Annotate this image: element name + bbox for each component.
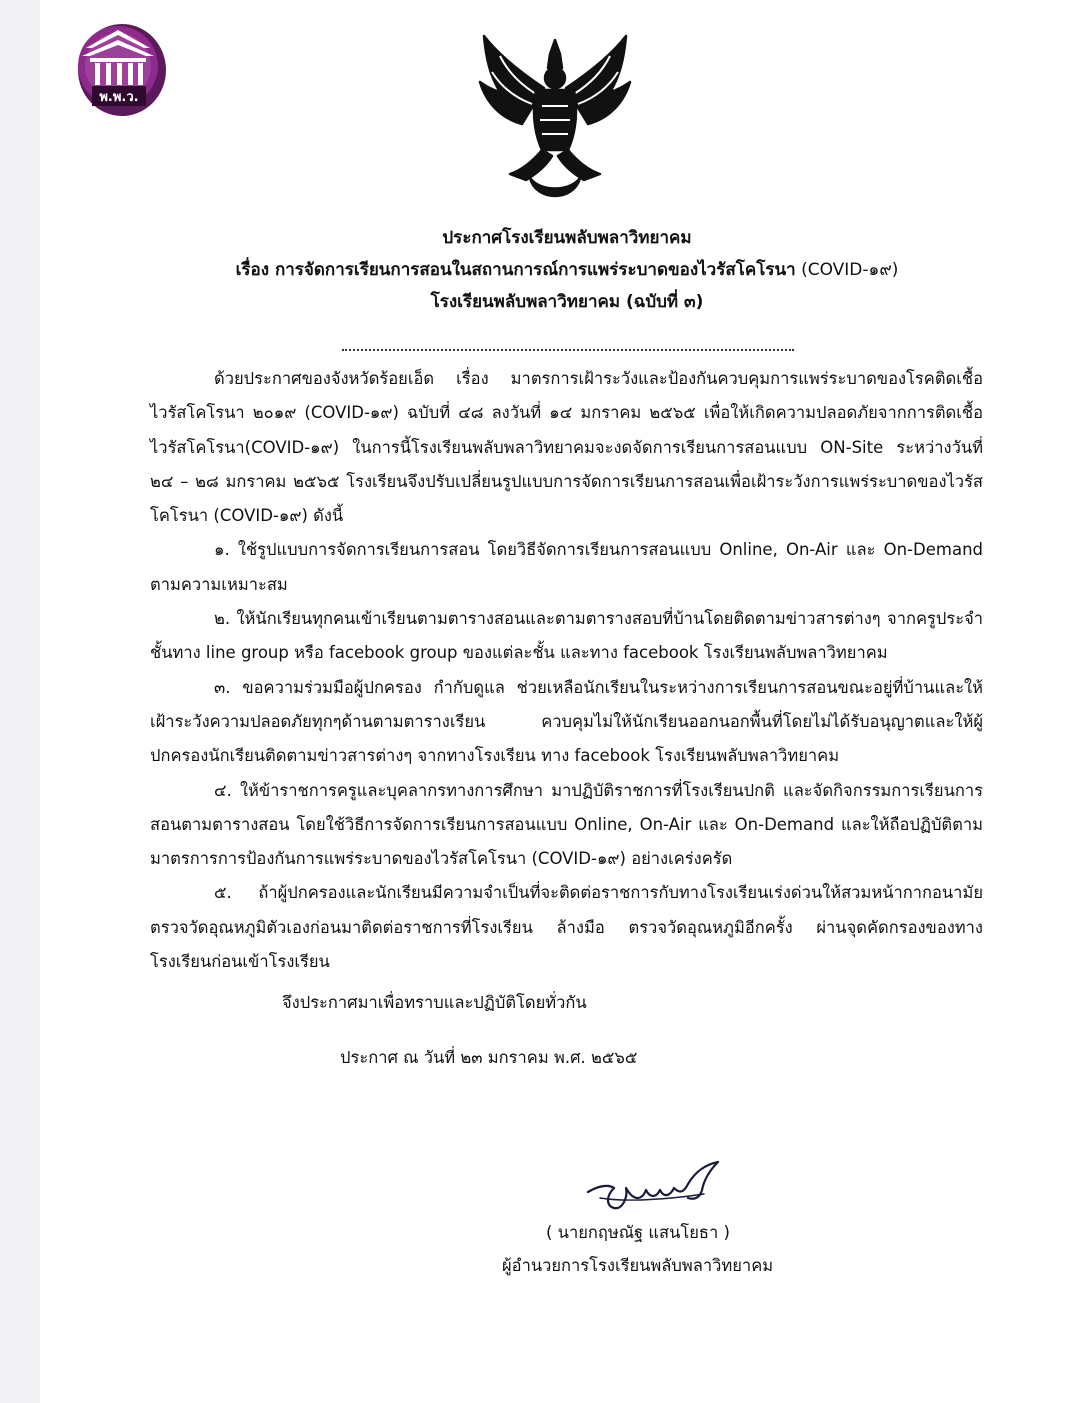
handwritten-signature-icon — [584, 1158, 734, 1220]
announcement-subject-main: เรื่อง การจัดการเรียนการสอนในสถานการณ์การแพร่ระบาดของไวรัสโคโรนา — [235, 260, 796, 280]
announcement-body — [150, 362, 983, 979]
garuda-emblem-icon — [470, 32, 640, 204]
announcement-header — [150, 222, 984, 318]
announcement-subject — [150, 254, 984, 286]
school-emblem-text: พ.พ.ว. — [99, 90, 139, 105]
intro-paragraph: ด้วยประกาศของจังหวัดร้อยเอ็ด เรื่อง มาตรการเฝ้าระวังและป้องกันควบคุมการแพร่ระบาดของโรคติดเชื้อไวรัสโคโรนา ๒๐๑๙ (COVID-๑๙) ฉบับที่ ๔๘ ลงวันที่ ๑๔ มกราคม ๒๕๖๕ เพื่อให้เกิดความปลอดภัยจากการติดเชื้อไวรัสโคโรนา(COVID-๑๙) ในการนี้โรงเรียนพลับพลาวิทยาคมจะงดจัดการเรียนการสอนแบบ ON-Site ระหว่างวันที่ ๒๔ – ๒๘ มกราคม ๒๕๖๕ โรงเรียนจึงปรับเปลี่ยนรูปแบบการจัดการเรียนการสอนเพื่อเฝ้าระวังการแพร่ระบาดของไวรัสโคโรนา (COVID-๑๙) ดังนี้ — [150, 369, 983, 526]
list-item-5: ๕. ถ้าผู้ปกครองและนักเรียนมีความจำเป็นที่จะติดต่อราชการกับทางโรงเรียนเร่งด่วนให้สวมหน้ากากอนามัย ตรวจวัดอุณหภูมิตัวเองก่อนมาติดต่อราชการที่โรงเรียน ล้างมือ ตรวจวัดอุณหภูมิอีกครั้ง ผ่านจุดคัดกรองของทางโรงเรียนก่อนเข้าโรงเรียน — [150, 883, 983, 972]
signer-title: ผู้อำนวยการโรงเรียนพลับพลาวิทยาคม — [502, 1256, 774, 1275]
dotted-separator — [342, 349, 794, 351]
announcement-issuer: ประกาศโรงเรียนพลับพลาวิทยาคม — [442, 228, 692, 248]
school-emblem-icon — [40, 0, 175, 128]
announcement-subject-suffix: (COVID-๑๙) — [795, 260, 899, 280]
list-item-4: ๔. ให้ข้าราชการครูและบุคลากรทางการศึกษา มาปฏิบัติราชการที่โรงเรียนปกติ และจัดกิจกรรมการเรียนการสอนตามตารางสอน โดยใช้วิธีการจัดการเรียนการสอนแบบ Online, On-Air และ On-Demand และให้ถือปฏิบัติตามมาตรการการป้องกันการแพร่ระบาดของไวรัสโคโรนา (COVID-๑๙) อย่างเคร่งครัด — [150, 780, 983, 869]
list-item-2: ๒. ให้นักเรียนทุกคนเข้าเรียนตามตารางสอนและตามตารางสอบที่บ้านโดยติดตามข่าวสารต่างๆ จากครูประจำชั้นทาง line group หรือ facebook group ของแต่ละชั้น และทาง facebook โรงเรียนพลับพลาวิทยาคม — [150, 609, 983, 663]
announcement-date: ประกาศ ณ วันที่ ๒๓ มกราคม พ.ศ. ๒๕๖๕ — [340, 1048, 638, 1067]
signer-name: ( นายกฤษณัฐ แสนโยธา ) — [546, 1223, 730, 1242]
page-left-margin — [0, 0, 40, 1403]
list-item-3: ๓. ขอความร่วมมือผู้ปกครอง กำกับดูแล ช่วยเหลือนักเรียนในระหว่างการเรียนการสอนขณะอยู่ที่บ้านและให้เฝ้าระวังความปลอดภัยทุกๆด้านตามตารางเรียน ควบคุมไม่ให้นักเรียนออกนอกพื้นที่โดยไม่ได้รับอนุญาตและให้ผู้ปกครองนักเรียนติดตามข่าวสารต่างๆ จากทางโรงเรียน ทาง facebook โรงเรียนพลับพลาวิทยาคม — [150, 677, 983, 766]
closing-statement: จึงประกาศมาเพื่อทราบและปฏิบัติโดยทั่วกัน — [282, 993, 587, 1012]
list-item-1: ๑. ใช้รูปแบบการจัดการเรียนการสอน โดยวิธีจัดการเรียนการสอนแบบ Online, On-Air และ On-Demand ตามความเหมาะสม — [150, 540, 983, 594]
announcement-edition: โรงเรียนพลับพลาวิทยาคม (ฉบับที่ ๓) — [430, 292, 704, 312]
